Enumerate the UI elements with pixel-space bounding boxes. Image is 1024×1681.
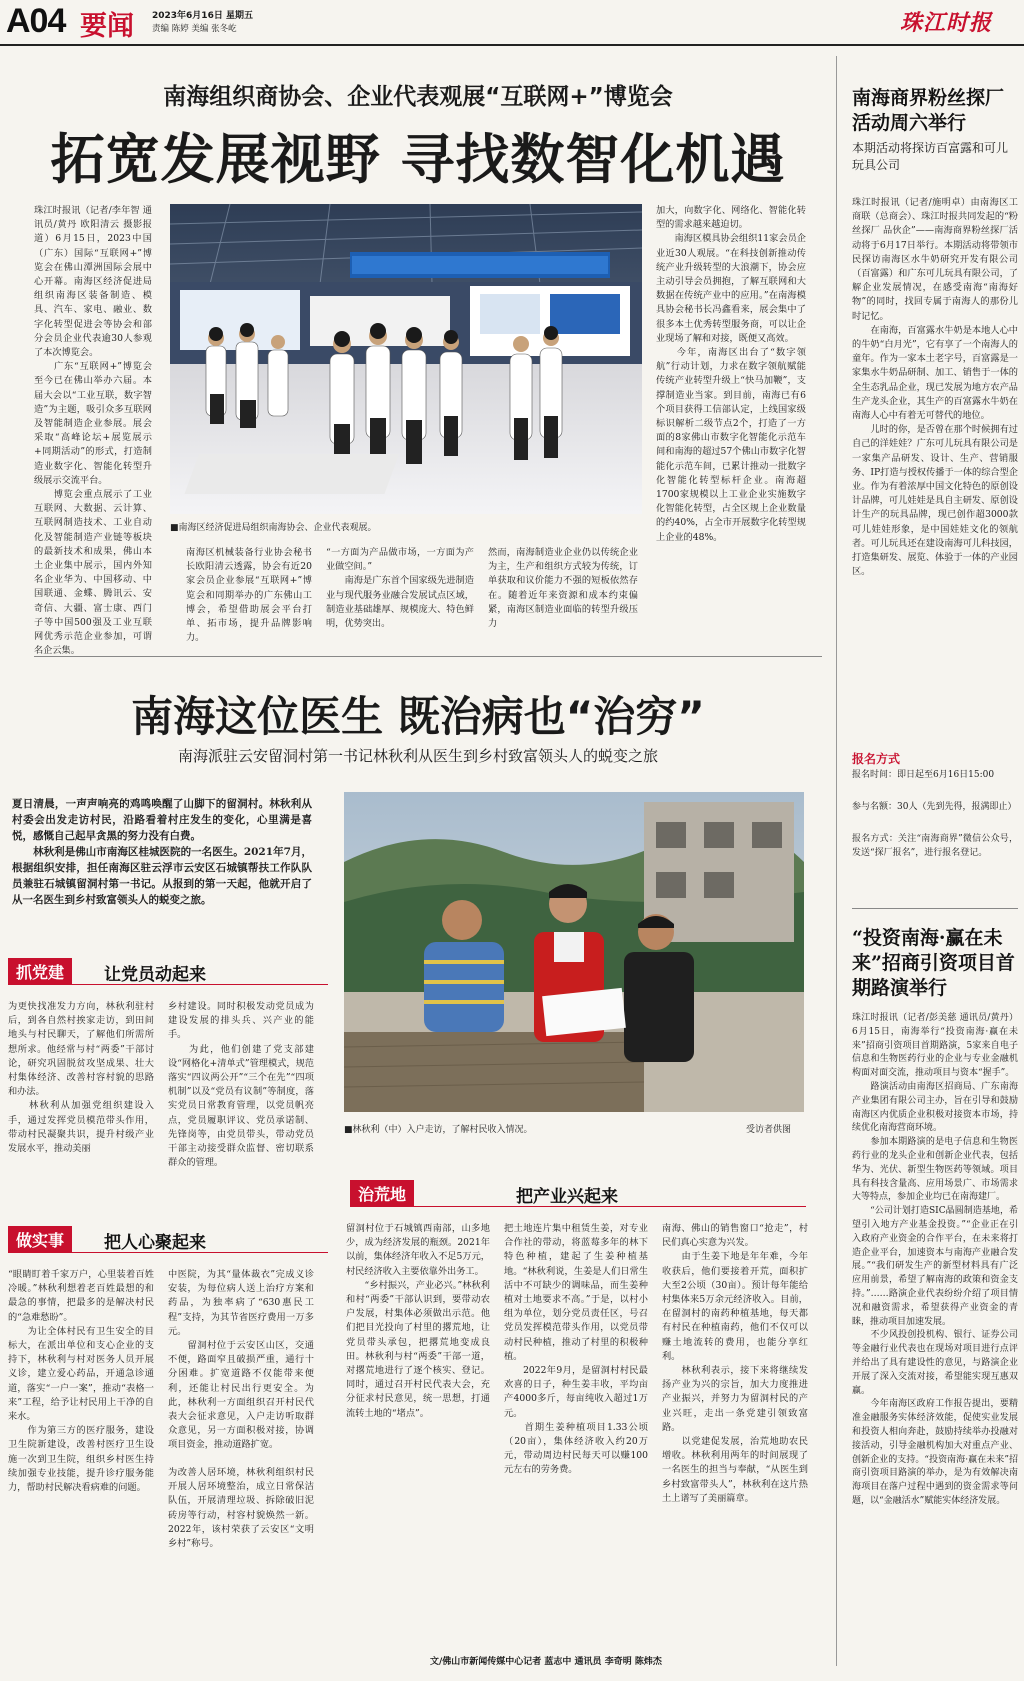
article1-headline: 拓宽发展视野 寻找数智化机遇 [50,128,786,191]
signup-method: 报名方式：关注“南海商界”微信公众号，发送“探厂报名”，进行报名登记。 [852,834,1018,858]
section-title-wasteland: 把产业兴起来 [516,1187,618,1207]
section-party-col2: 乡村建设。同时积极发动党员成为建设发展的排头兵、兴产业的能手。 为此，他们创建了党支部建设“网格化+清单式”管理模式，规范落实“四议两公开”“三个在先”“四项机制”以及“党员有议制”等制度，落实党员日常教育管理，以党员帆亮点，党员履职评议、党员承诺制、先锋岗等，由党员带头，带动党员干部主动接受群众监督、密切联系群众的管理。 [168,1001,314,1169]
sidebar1-subhead: 本期活动将探访百富露和可儿玩具公司 [852,141,1009,172]
village-photo [344,792,804,1112]
sidebar-separator [852,908,1018,909]
section-title-party: 让党员动起来 [104,965,206,985]
article2-subhead: 南海派驻云安留洞村第一书记林秋利从医生到乡村致富领头人的蜕变之旅 [177,747,658,765]
masthead-rule [0,44,1024,46]
expo-photo-caption: ■南海区经济促进局组织南海协会、企业代表观展。 [170,523,377,533]
article1-col4: 然而，南海制造业企业仍以传统企业为主，生产和组织方式较为传统，订单获取和议价能力不强的短板依然存在。随着近年来资源和成本约束偏紧，南海区制造业面临的转型升级压力 [488,547,638,630]
column-divider [836,56,837,1666]
sidebar2-headline: “投资南海·赢在未来”招商引资项目首期路演举行 [852,927,1015,999]
signup-title: 报名方式 [852,752,901,766]
section-practical-col2: 中医院，为其“量体裁衣”完成义诊安装，为每位病人送上治疗方案和药品，为独率病了“630惠民工程”支持，为其节省医疗费用一万多元。 留洞村位于云安区山区，交通不便，路面窄且破损严重，通行十分困难。扩宽道路不仅能带来便利，还能让村民出行更安全。为此，林秋利一方面组织召开村民代表大会征求意见，入户走访听取群众意见，另一方面积极对接，协调项目资金，推动道路扩宽。 [168,1269,314,1451]
article2-headline: 南海这位医生 既治病也“治穷” [131,692,705,741]
article-separator [34,656,822,657]
expo-photo [170,204,642,514]
section-practical-col3: 为改善人居环境，林秋利组织村民开展人居环境整治，成立日常保洁队伍，开展清理垃圾、拆除破旧泥砖房等行动，村容村貌焕然一新。2022年，该村荣获了云安区“文明乡村”称号。 [168,1467,314,1550]
paper-logo: 珠江时报 [900,10,993,36]
article1-col5: 加大，向数字化、网络化、智能化转型的需求越来越迫切。 南海区模具协会组织11家会员企业近30人观展。“在科技创新推动传统产业升级转型的大浪潮下，协会应主动引导会员拥抱，了解互联网和大数据在传统产业中的应用。”在南海模具协会秘书长冯鑫看来，展会集中了很多本土优秀转型服务商，可以让企业现场了解和对接，既便又高效。 今年，南海区出台了“数字领航”行动计划，力求在数字领航赋能传统产业转型升级上“快马加鞭”，支撑制造业当家。到目前，南海已有6个项目获得工信部认定，上线国家级标识解析二级节点2个，打造了一方面的8家佛山市数字化智能化示范车间和南海的超过57个佛山市数字化智能化示范车间，已累计推动一批数字化智能化转型标杆企业。南海超1700家规模以上工业企业实施数字化智能化转型，占全区规上企业数量的约40%，占全市开展数字化转型规上企业的48%。 [656,205,806,543]
section-title-practical: 把人心聚起来 [104,1233,206,1253]
article1-col3: “一方面为产品做市场，一方面为产业做空间。” 南海是广东首个国家级先进制造业与现代服务业融合发展试点区域，制造业基础雄厚、规模庞大、特色鲜明，优势突出。 [326,547,474,630]
article1-kicker: 南海组织商协会、企业代表观展“互联网+”博览会 [163,84,673,110]
article1-col2: 南海区机械装备行业协会秘书长欧阳清云透露，协会有近20家会员企业参展“互联网+”博览会和同期举办的广东佛山工博会，希望借助展会平台打单、拓市场，提升品牌影响力。 [186,547,312,644]
section-wasteland-col2: 把土地连片集中租赁生姜，对专业合作社的带动，将蓝莓多年的林下特色种植，建起了生姜种植基地。“林秋利说，生姜是人们日常生活中不可缺少的调味品，而生姜种植对土地要求不高。”于是，以村小组为单位，划分党员责任区，号召党员发挥模范带头作用，以党员带动村民种植，推动了村里的积极种植。 2022年9月，是留洞村村民最欢喜的日子，种生姜丰收，平均亩产4000多斤，每亩纯收入超过1万元。 首期生姜种植项目1.33公顷（20亩），集体经济收入约20万元，带动周边村民每天可以赚100元左右的劳务费。 [504,1223,648,1476]
sidebar2-body: 珠江时报讯（记者/彭美慈 通讯员/黄丹）6月15日，南海举行“投资南海·赢在未来”招商引资项目首期路演，5家来自电子信息和生物医药行业的企业与专业金融机构面对面交流，推动项目与资本“握手”。 路演活动由南海区招商局、广东南海产业集团有限公司主办，旨在引导和鼓励南海区内优质企业积极对接资本市场，持续优化南海营商环境。 参加本期路演的是电子信息和生物医药行业的龙头企业和创新企业代表，包括华为、光伏、新型生物医药等领域。项目具有科技含量高、应用场景广、市场需求大等特点，参加企业均已在南海建厂。 “公司计划打造SIC晶圆制造基地，希望引入地方产业基金投资。”“企业正在引入政府产业资金的合作平台，在未来将打造企业平台，加速资本与南海产业融合发展。”“我们研发生产的新型材料具有广泛应用前景，希望了解南海的政策和资金支持。”……路演企业代表纷纷介绍了项目情况和融资需求，希望获得产业资金的青睐，推动项目加速发展。 不少风投创投机构、银行、证券公司等金融行业代表也在现场对项目进行点评并给出了具有建设性的意见，与路演企业开展了深入交流对接，希望能实现互惠双赢。 今年南海区政府工作报告提出，要精准金融服务实体经济效能，促使实业发展和投资人相向奔赴，鼓励持续举办投融对接活动，引导金融机构加大对重点产业、创新企业的支持。“投资南海·赢在未来”招商引资项目路演的举办，是为有效解决南海项目在落户过程中遇到的资金需求等问题，以“金融活水”赋能实体经济发展。 [852,1013,1018,1506]
article1-col1: 珠江时报讯（记者/李年智 通讯员/黄丹 欧阳清云 摄影报道）6月15日，2023中国（广东）国际“互联网+”博览会在佛山潭洲国际会展中心开幕。南海区经济促进局组织南海区装备制造、模具、汽车、家电、融业、数字化转型促进会等协会和部分会员企业代表逾30人参观了本次博览会。 广东“互联网+”博览会至今已在佛山举办六届。本届大会以“工业互联，数字智造”为主题，吸引众多互联网及智能制造企业参展。展会采取“高峰论坛+展览展示+同期活动”的形式，打造制造业数字化、智能化转型升级展示交流平台。 博览会重点展示了工业互联网、大数据、云计算、互联网制造技术、工业自动化及智能制造产业链等板块的最新技术和成果，佛山本土企业集中展示，国内外知名企业华为、中国移动、中国联通、金蝶、腾讯云、安奇信、大疆、富士康、西门子等中国500强及工业互联网优秀示范企业参加，可谓名企云集。 [34,205,152,657]
section-wasteland-col1: 留洞村位于石城镇西南部，山多地少，成为经济发展的瓶颈。2021年以前，集体经济年收入不足5万元，村民经济收入主要依靠外出务工。 “乡村振兴，产业必兴。”林秋利和村“两委”干部认识到，要带动农户发展，村集体必须做出示范。他们把目光投向了村里的撂荒地，让党员带头承包，把撂荒地变成良田。林秋利与村“两委”干部一道，对撂荒地进行了逐个核实、登记。同时，通过召开村民代表大会，充分征求村民意见，统一思想，打通流转土地的“堵点”。 [346,1223,490,1419]
signup-time: 报名时间：即日起至6月16日15:00 [852,770,995,780]
village-photo-credit: 受访者供图 [746,1125,792,1135]
section-tag-wasteland: 治荒地 [350,1180,414,1207]
sidebar1-body: 珠江时报讯（记者/施明卓）由南海区工商联（总商会）、珠江时报共同发起的“粉丝探厂 品伙企”——南海商界粉丝探厂活动将于6月17日举行。本期活动将带领市民探访南海区水牛奶研究开发有限公司（百富露）和广东可儿玩具有限公司，了解企业发展情况，在感受南海“南海好物”的同时，找回专属于南海人的那份儿时记忆。 在南海，百富露水牛奶是本地人心中的牛奶“白月光”，它有享了一个南海人的童年。作为一家本土老字号，百富露是一家集水牛奶品研制、加工、销售于一体的全生态乳品企业，现已发展为地方农产品生产龙头企业，其生产的百富露水牛奶在南海人心中有着无可替代的地位。 儿时的你，是否曾在那个时候拥有过自己的洋娃娃？广东可儿玩具有限公司是一家集产品研发、设计、生产、营销服务、IP打造与授权传播于一体的综合型企业。作为有着浓厚中国文化特色的原创设计品牌，可儿娃娃是具自主研发、原创设计生产的玩具品牌，现已创作超3000款可儿娃娃形象，是中国娃娃文化的领航者。可儿玩具还在建设南海可儿科技园，打造集研发、展览、体验于一体的产业园区。 [852,197,1018,578]
sidebar1-headline: 南海商界粉丝探厂活动周六举行 [852,87,1005,134]
issue-date: 2023年6月16日 星期五 [152,11,253,21]
article2-byline: 文/佛山市新闻传媒中心记者 蓝志中 通讯员 李奇明 陈炜杰 [430,1657,662,1667]
section-practical-col1: “眼睛盯着千家万户，心里装着百姓冷暖。”林秋利想着老百姓最想的和最急的事情，把最多的是解决村民的“急难愁盼”。 为让全体村民有卫生安全的目标大，在派出单位和支心企业的支持下，林秋利与村对医务人员开展义诊，建立爱心药品，开通急诊通道，落实“一户一案”，推动“表格一来”工程，给予让村民用上干净的自来水。 作为第三方的医疗服务，建设卫生院新建设，改善村医疗卫生设施一次到卫生院，组织乡村医生持续加强专业技能，提升诊疗服务能力，帮助村民解决看病难的问题。 [8,1269,154,1494]
village-photo-caption: ■林秋利（中）入户走访，了解村民收入情况。 [344,1125,533,1135]
section-party-col1: 为更快找准发力方向，林秋利驻村后，到各自然村挨家走访，到田间地头与村民聊天，了解他们所需所想所求。他经常与村“两委”干部讨论，研究巩固脱贫攻坚成果、壮大村集体经济、改善村容村貌的思路和办法。 林秋利从加强党组织建设入手，通过发挥党员模范带头作用，带动村民凝聚共识，提升村级产业发展水平，推动美丽 [8,1001,154,1155]
signup-quota: 参与名额：30人（先到先得，报满即止） [852,802,1017,812]
section-tag-practical: 做实事 [8,1226,72,1253]
editors-credit: 责编 陈婷 美编 张冬屹 [152,24,237,34]
page-number: A04 [6,2,66,40]
section-wasteland-col3: 南海、佛山的销售窗口“抢走”，村民们真心实意为兴发。 由于生姜下地是年年难，今年收获后，他们要接着开荒，面积扩大至2公顷（30亩）。预计每年能给村集体来5万余元经济收入。目前，在留洞村的南药种植基地，每天都有村民在种植南药，他们不仅可以赚土地流转的费用，也能分享红利。 林秋利表示，接下来将继续发扬产业为兴的宗旨，加大力度推进产业振兴，并努力为留洞村民的产业兴旺，走出一条党建引领致富路。 以党建促发展，治荒地助农民增收。林秋利用两年的时间展现了一名医生的担当与奉献，“从医生到乡村致富带头人”，林秋利在这片热土上谱写了美丽篇章。 [662,1223,808,1504]
section-name: 要闻 [80,11,134,42]
section-tag-party: 抓党建 [8,958,72,985]
article2-lead: 夏日清晨，一声声响亮的鸡鸣唤醒了山脚下的留洞村。林秋利从村委会出发走访村民，沿路看着村庄发生的变化，心里满是喜悦，感慨自己起早贪黑的努力没有白费。 林秋利是佛山市南海区桂城医院的一名医生。2021年7月，根据组织安排，担任南海区驻云浮市云安区石城镇帮扶工作队队员兼驻石城镇留洞村第一书记。从报到的第一天起，他就开启了从一名医生到乡村致富领头人的蜕变之旅。 [12,798,312,906]
